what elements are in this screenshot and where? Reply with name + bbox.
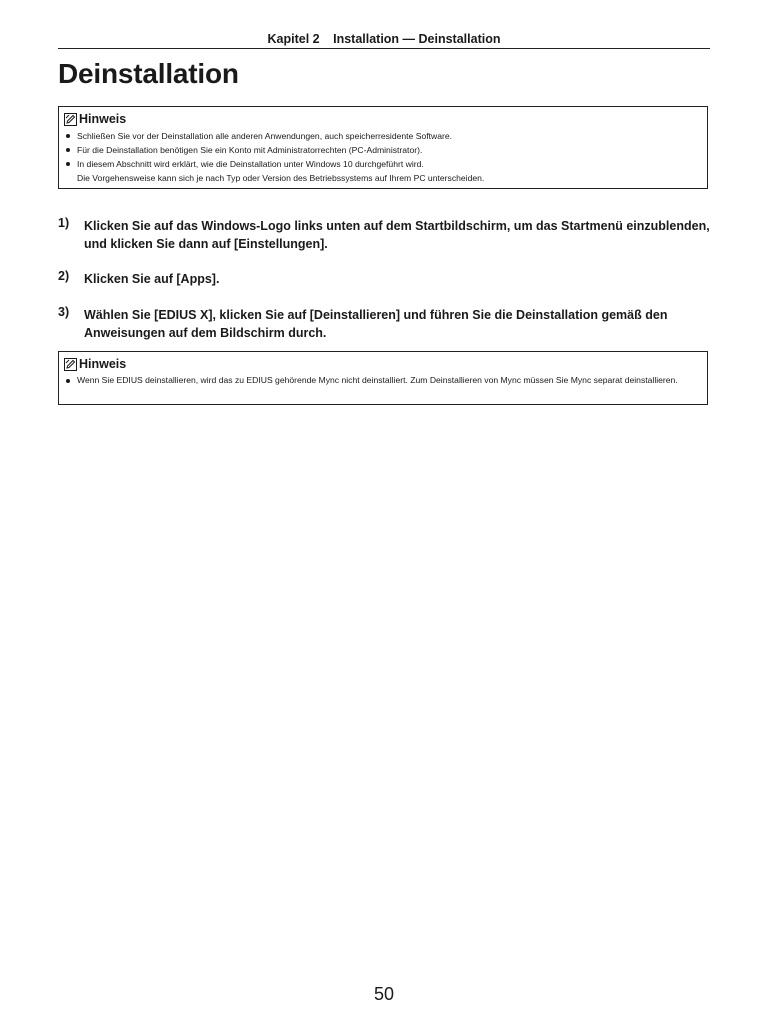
step-text: Klicken Sie auf [Apps]. <box>84 272 220 286</box>
header-section: Installation — Deinstallation <box>333 32 501 46</box>
page-title: Deinstallation <box>58 58 239 89</box>
list-item: Schließen Sie vor der Deinstallation alle anderen Anwendungen, auch speicherresidente Software. <box>64 129 701 143</box>
list-item-continuation: Die Vorgehensweise kann sich je nach Typ oder Version des Betriebssystems auf Ihrem PC unterscheiden. <box>77 173 485 183</box>
step-text: Klicken Sie auf das Windows-Logo links unten auf dem Startbildschirm, um das Startmenü einzublenden, und klicken Sie dann auf [Einstellungen]. <box>84 219 710 251</box>
page-number: 50 <box>373 984 395 1004</box>
note-pencil-icon <box>64 358 77 371</box>
step-number: 1) <box>58 216 70 230</box>
step-text: Wählen Sie [EDIUS X], klicken Sie auf [Deinstallieren] und führen Sie die Deinstallation gemäß den Anweisungen auf dem Bildschirm durch. <box>84 308 668 340</box>
header-chapter: Kapitel 2 <box>267 32 320 46</box>
note-box-1 <box>58 106 708 189</box>
list-item: Für die Deinstallation benötigen Sie ein Konto mit Administratorrechten (PC-Administrator). <box>64 143 701 157</box>
step-3 <box>58 306 718 342</box>
note-list <box>64 129 701 185</box>
note-box-2 <box>58 351 708 405</box>
list-item: In diesem Abschnitt wird erklärt, wie die Deinstallation unter Windows 10 durchgeführt wird. <box>64 157 701 171</box>
note-heading: Hinweis <box>79 357 127 371</box>
step-number: 3) <box>58 305 70 319</box>
note-list <box>64 374 701 387</box>
step-2 <box>58 270 718 288</box>
step-1 <box>58 217 718 253</box>
note-heading: Hinweis <box>79 112 127 126</box>
note-heading-row <box>64 355 701 373</box>
list-item: Wenn Sie EDIUS deinstallieren, wird das zu EDIUS gehörende Mync nicht deinstalliert. Zum Deinstallieren von Mync müssen Sie Mync separat deinstallieren. <box>64 374 701 387</box>
running-header <box>58 32 710 49</box>
note-heading-row <box>64 110 701 128</box>
step-number: 2) <box>58 269 70 283</box>
note-pencil-icon <box>64 113 77 126</box>
